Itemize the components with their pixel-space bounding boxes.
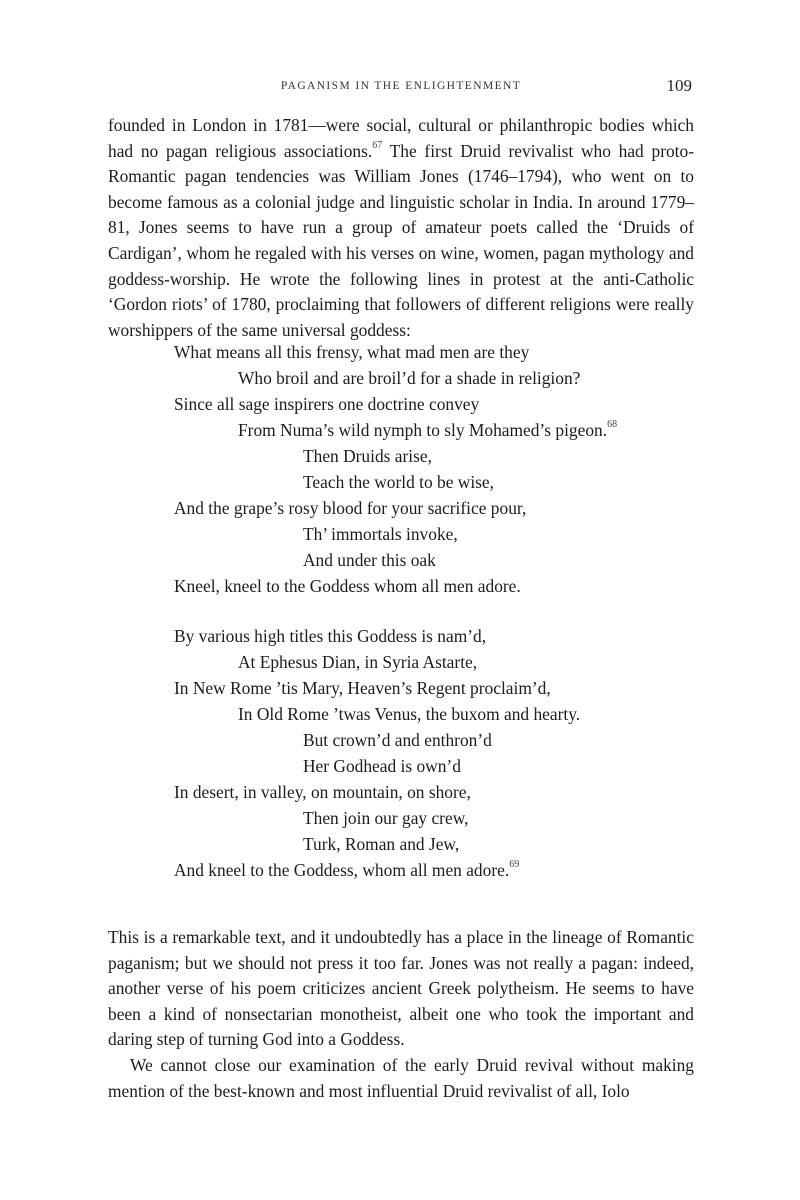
paragraph-3 [108, 1053, 694, 1104]
poem-line [174, 469, 694, 495]
poem-line [174, 675, 694, 701]
poem-line-text: Teach the world to be wise, [303, 472, 494, 492]
paragraph-text: founded in London in 1781—were social, cultural or philanthropic bodies which had no pagan religious associations. [108, 115, 694, 161]
poem-line-text: And kneel to the Goddess, whom all men adore. [174, 860, 510, 880]
poem-line-text: Who broil and are broil’d for a shade in religion? [238, 368, 581, 388]
poem-line [174, 727, 694, 753]
poem-line [174, 779, 694, 805]
poem-line-text: Th’ immortals invoke, [303, 524, 458, 544]
poem-line [174, 831, 694, 857]
poem-line-text: And the grape’s rosy blood for your sacrifice pour, [174, 498, 527, 518]
paragraph-text: This is a remarkable text, and it undoubtedly has a place in the lineage of Romantic paganism; but we should not press it too far. Jones was not really a pagan: indeed, another verse of his poem criticizes ancient Greek polytheism. He seems to have been a kind of nonsectarian monotheist, albeit one who took the important and daring step of turning God into a Goddess. [108, 927, 694, 1050]
poem-line-text: Kneel, kneel to the Goddess whom all men adore. [174, 576, 521, 596]
paragraph-text: We cannot close our examination of the early Druid revival without making mention of the best-known and most influential Druid revivalist of all, Iolo [108, 1055, 694, 1101]
page-number: 109 [666, 76, 692, 95]
poem-line [174, 573, 694, 599]
poem-line [174, 391, 694, 417]
paragraph-text: The first Druid revivalist who had proto-Romantic pagan tendencies was William Jones (1746–1794), who went on to become famous as a colonial judge and linguistic scholar in India. In around 1779–81, Jones seems to have run a group of amateur poets called the ‘Druids of Cardigan’, whom he regaled with his verses on wine, women, pagan mythology and goddess-worship. He wrote the following lines in protest at the anti-Catholic ‘Gordon riots’ of 1780, proclaiming that followers of different religions were really worshippers of the same universal goddess: [108, 140, 694, 340]
poem-line [174, 365, 694, 391]
poem-line [174, 753, 694, 779]
poem-line-text: Her Godhead is own’d [303, 756, 461, 776]
poem-line-text: What means all this frensy, what mad men are they [174, 342, 530, 362]
poem-line [174, 443, 694, 469]
paragraph-1 [108, 113, 694, 343]
poem-line [174, 649, 694, 675]
poem-line [174, 701, 694, 727]
poem-line-text: But crown’d and enthron’d [303, 730, 492, 750]
poem-line-text: Then Druids arise, [303, 446, 432, 466]
footnote-ref-68[interactable]: 68 [607, 419, 618, 431]
poem-line [174, 495, 694, 521]
poem-line-text: And under this oak [303, 550, 436, 570]
poem-line [174, 857, 694, 883]
poem-line-text: In Old Rome ’twas Venus, the buxom and hearty. [238, 704, 581, 724]
poem-line-text: Turk, Roman and Jew, [303, 834, 460, 854]
poem-stanza-1 [174, 339, 694, 599]
poem-line-text: In New Rome ’tis Mary, Heaven’s Regent proclaim’d, [174, 678, 551, 698]
poem-line [174, 623, 694, 649]
poem-line-text: By various high titles this Goddess is nam’d, [174, 626, 487, 646]
poem-line [174, 339, 694, 365]
poem-line-text: At Ephesus Dian, in Syria Astarte, [238, 652, 478, 672]
poem-line [174, 417, 694, 443]
footnote-ref-69[interactable]: 69 [509, 859, 520, 871]
running-head: PAGANISM IN THE ENLIGHTENMENT [280, 80, 522, 92]
poem-line-text: In desert, in valley, on mountain, on shore, [174, 782, 471, 802]
poem-line [174, 547, 694, 573]
poem-line [174, 521, 694, 547]
poem-line-text: Then join our gay crew, [303, 808, 469, 828]
paragraph-2 [108, 925, 694, 1053]
poem-line-text: Since all sage inspirers one doctrine convey [174, 394, 480, 414]
poem-line [174, 805, 694, 831]
footnote-ref-67[interactable]: 67 [372, 139, 383, 151]
poem-line-text: From Numa’s wild nymph to sly Mohamed’s pigeon. [238, 420, 608, 440]
poem-stanza-2 [174, 623, 694, 883]
page-header [108, 78, 694, 98]
